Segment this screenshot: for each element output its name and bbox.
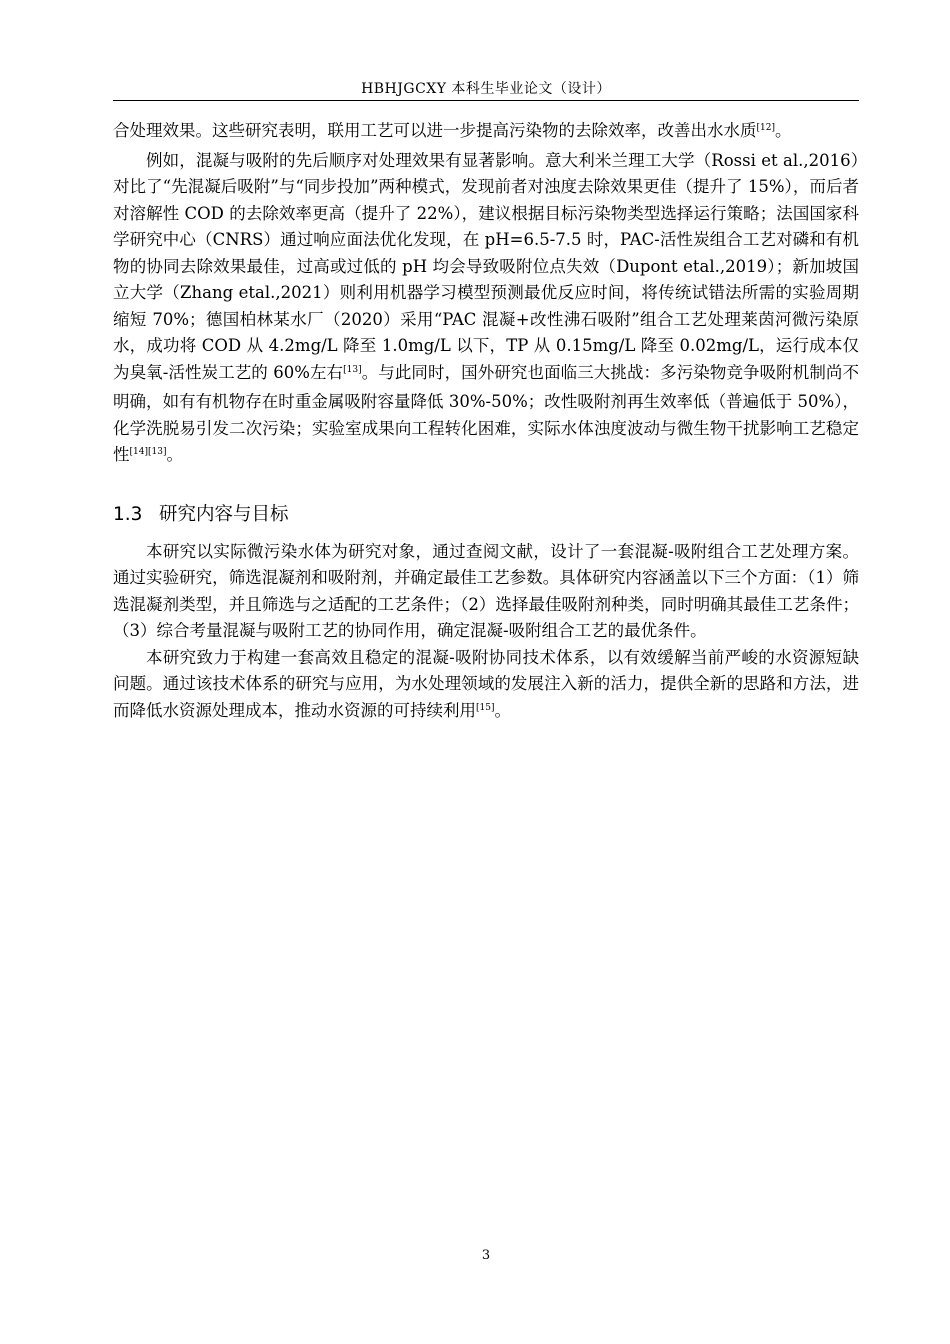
section-heading [113, 501, 859, 529]
section-number: 1.3 [113, 503, 143, 525]
page-number: 3 [481, 1248, 491, 1263]
paragraph-end: 。 [774, 121, 792, 140]
paragraph-text: 合处理效果。这些研究表明，联用工艺可以进一步提高污染物的去除效率，改善出水水质 [113, 121, 757, 140]
paragraph [113, 148, 859, 472]
paragraph-text: 。与此同时，国外研究也面临三大挑战：多污染物竞争吸附机制尚不明确，如有有机物存在时重金属吸附容量降低 30%-50%；改性吸附剂再生效率低（普遍低于 50%），化学洗脱易引发二次污染；实验室成果向工程转化困难，实际水体浊度波动与微生物干扰影响工艺稳定性 [113, 362, 860, 464]
citation: [15] [476, 702, 495, 713]
paragraph [113, 645, 859, 728]
paragraph-text: 例如，混凝与吸附的先后顺序对处理效果有显著影响。意大利米兰理工大学（Rossi et al.,2016）对比了“先混凝后吸附”与“同步投加”两种模式，发现前者对浊度去除效果更佳（提升了 15%），而后者对溶解性 COD 的去除效率更高（提升了 22%），建议根据目标污染物类型选择运行策略；法国国家科学研究中心（CNRS）通过响应面法优化发现，在 pH=6.5-7.5 时，PAC-活性炭组合工艺对磷和有机物的协同去除效果最佳，过高或过低的 pH 均会导致吸附位点失效（Dupont etal.,2019）；新加坡国立大学（Zhang etal.,2021）则利用机器学习模型预测最优反应时间，将传统试错法所需的实验周期缩短 70%；德国柏林某水厂（2020）采用“PAC 混凝+改性沸石吸附”组合工艺处理莱茵河微污染原水，成功将 COD 从 4.2mg/L 降至 1.0mg/L 以下，TP 从 0.15mg/L 降至 0.02mg/L，运行成本仅为臭氧-活性炭工艺的 60%左右 [113, 150, 859, 382]
page-body [113, 118, 859, 727]
paragraph-text: 本研究以实际微污染水体为研究对象，通过查阅文献，设计了一套混凝-吸附组合工艺处理方案。通过实验研究，筛选混凝剂和吸附剂，并确定最佳工艺参数。具体研究内容涵盖以下三个方面：（1）筛选混凝剂类型，并且筛选与之适配的工艺条件；（2）选择最佳吸附剂种类，同时明确其最佳工艺条件；（3）综合考量混凝与吸附工艺的协同作用，确定混凝-吸附组合工艺的最优条件。 [113, 541, 859, 640]
paragraph [113, 118, 859, 148]
paragraph [113, 539, 859, 645]
running-header: HBHJGCXY 本科生毕业论文（设计） [361, 81, 611, 97]
paragraph-end: 。 [494, 700, 511, 720]
header-rule [113, 100, 859, 101]
citation: [14][13] [129, 447, 167, 457]
paragraph-end: 。 [166, 445, 183, 464]
section-title: 研究内容与目标 [159, 503, 289, 525]
paragraph-text: 本研究致力于构建一套高效且稳定的混凝-吸附协同技术体系，以有效缓解当前严峻的水资源短缺问题。通过该技术体系的研究与应用，为水处理领域的发展注入新的活力，提供全新的思路和方法，进而降低水资源处理成本，推动水资源的可持续利用 [113, 647, 859, 720]
citation: [13] [343, 364, 362, 375]
citation: [12] [756, 123, 775, 133]
